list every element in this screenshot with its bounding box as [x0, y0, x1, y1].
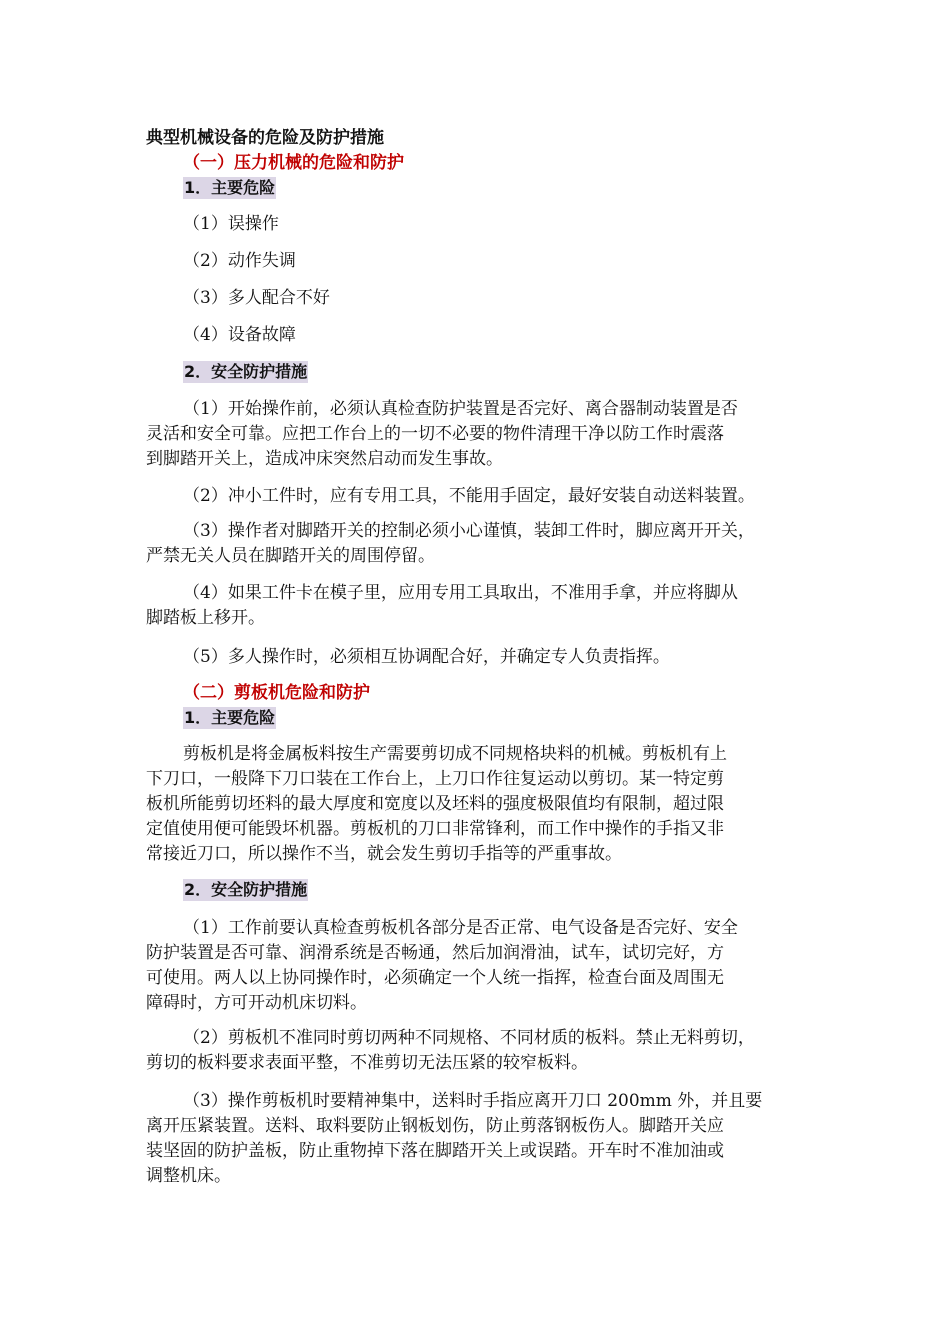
measure-paragraph: [146, 519, 755, 569]
paragraph-line: （4）如果工件卡在模子里，应用专用工具取出，不准用手拿，并应将脚从: [183, 583, 738, 603]
paragraph-line: 剪板机是将金属板料按生产需要剪切成不同规格块料的机械。剪板机有上: [183, 744, 727, 764]
hazard-item: （3）多人配合不好: [183, 288, 330, 308]
paragraph-line: （3）操作剪板机时要精神集中，送料时手指应离开刀口 200mm 外，并且要: [183, 1091, 763, 1111]
subheading-main-hazards: 1．主要危险: [184, 178, 276, 197]
paragraph-line: 离开压紧装置。送料、取料要防止钢板划伤，防止剪落钢板伤人。脚踏开关应: [146, 1116, 724, 1136]
paragraph-line: 脚踏板上移开。: [146, 608, 265, 628]
section-heading-press-machinery: （一）压力机械的危险和防护: [183, 153, 404, 173]
section-heading-shearing-machine: （二）剪板机危险和防护: [183, 683, 370, 703]
document-title: 典型机械设备的危险及防护措施: [146, 128, 384, 148]
measure-paragraph: [146, 484, 755, 509]
hazard-item: （1）误操作: [183, 214, 279, 234]
measure-paragraph: [146, 1026, 755, 1076]
paragraph-line: 障碍时，方可开动机床切料。: [146, 993, 367, 1013]
paragraph-line: 剪切的板料要求表面平整，不准剪切无法压紧的较窄板料。: [146, 1053, 588, 1073]
hazard-item: （2）动作失调: [183, 251, 296, 271]
paragraph-line: （2）剪板机不准同时剪切两种不同规格、不同材质的板料。禁止无料剪切，: [183, 1028, 755, 1048]
measure-paragraph: [146, 645, 670, 670]
paragraph-line: 灵活和安全可靠。应把工作台上的一切不必要的物件清理干净以防工作时震落: [146, 424, 724, 444]
hazard-item: （4）设备故障: [183, 325, 296, 345]
hazard-paragraph: [146, 742, 727, 867]
measure-paragraph: [146, 397, 738, 472]
paragraph-line: 常接近刀口，所以操作不当，就会发生剪切手指等的严重事故。: [146, 844, 622, 864]
paragraph-line: 定值使用便可能毁坏机器。剪板机的刀口非常锋利，而工作中操作的手指又非: [146, 819, 724, 839]
paragraph-line: （3）操作者对脚踏开关的控制必须小心谨慎，装卸工件时，脚应离开开关，: [183, 521, 755, 541]
paragraph-line: （5）多人操作时，必须相互协调配合好，并确定专人负责指挥。: [183, 647, 670, 667]
measure-paragraph: [146, 581, 738, 631]
paragraph-line: 调整机床。: [146, 1166, 231, 1186]
subheading-main-hazards: 1．主要危险: [184, 708, 276, 727]
paragraph-line: 到脚踏开关上，造成冲床突然启动而发生事故。: [146, 449, 503, 469]
paragraph-line: 板机所能剪切坯料的最大厚度和宽度以及坯料的强度极限值均有限制，超过限: [146, 794, 724, 814]
paragraph-line: （1）开始操作前，必须认真检查防护装置是否完好、离合器制动装置是否: [183, 399, 738, 419]
measure-paragraph: [146, 1089, 762, 1189]
paragraph-line: （1）工作前要认真检查剪板机各部分是否正常、电气设备是否完好、安全: [183, 918, 738, 938]
measure-paragraph: [146, 916, 738, 1016]
paragraph-line: （2）冲小工件时，应有专用工具，不能用手固定，最好安装自动送料装置。: [183, 486, 755, 506]
paragraph-line: 下刀口，一般降下刀口装在工作台上，上刀口作往复运动以剪切。某一特定剪: [146, 769, 724, 789]
paragraph-line: 严禁无关人员在脚踏开关的周围停留。: [146, 546, 435, 566]
subheading-safety-measures: 2．安全防护措施: [184, 880, 308, 899]
paragraph-line: 装坚固的防护盖板，防止重物掉下落在脚踏开关上或误踏。开车时不准加油或: [146, 1141, 724, 1161]
subheading-safety-measures: 2．安全防护措施: [184, 362, 308, 381]
paragraph-line: 可使用。两人以上协同操作时，必须确定一个人统一指挥，检查台面及周围无: [146, 968, 724, 988]
paragraph-line: 防护装置是否可靠、润滑系统是否畅通，然后加润滑油，试车，试切完好，方: [146, 943, 724, 963]
